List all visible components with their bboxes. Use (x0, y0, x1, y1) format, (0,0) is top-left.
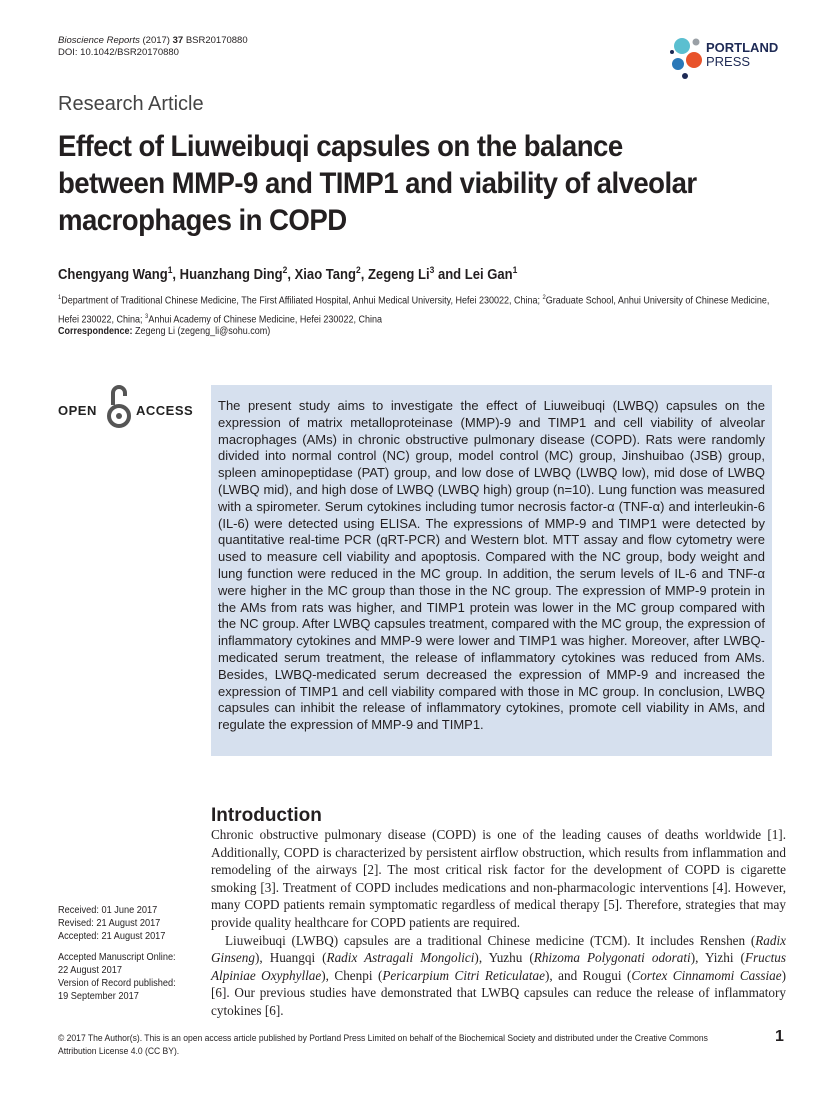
logo-dots-icon (668, 36, 708, 84)
affiliation-number: 1 (58, 294, 62, 301)
author-affiliation-mark: 3 (429, 264, 435, 275)
affiliation-text: Department of Traditional Chinese Medicine, The First Affiliated Hospital, Anhui Medical University, Hefei 230022, China; (61, 295, 543, 307)
author-name: Lei Gan (464, 266, 513, 283)
received-date: Received: 01 June 2017 (58, 905, 158, 916)
affiliation-number: 2 (542, 294, 546, 301)
volume: 37 (172, 35, 184, 46)
affiliation-number: 3 (145, 313, 149, 321)
author-affiliation-mark: 2 (355, 264, 361, 275)
author-name: Xiao Tang (294, 266, 356, 283)
page-number: 1 (775, 1028, 784, 1045)
correspondence-text: Zegeng Li (zegeng_li@sohu.com) (135, 326, 271, 337)
logo-text-press: PRESS (706, 54, 751, 69)
publication-dates (58, 904, 176, 1003)
intro-text-segment: ), Yizhi ( (690, 950, 745, 966)
vor-label: Version of Record published: (58, 978, 176, 989)
author-separator: , (172, 266, 180, 283)
article-type: Research Article (58, 93, 204, 115)
intro-text-segment: Liuweibuqi (LWBQ) capsules are a traditional Chinese medicine (TCM). It includes Renshen ( (225, 932, 756, 948)
author-name: Chengyang Wang (58, 266, 168, 283)
revised-date: Revised: 21 August 2017 (58, 918, 161, 929)
intro-text-segment: ), Huangqi ( (254, 950, 327, 966)
author-separator: and (434, 266, 465, 283)
portland-press-logo (668, 36, 793, 84)
author-list (58, 264, 517, 283)
author-affiliation-mark: 1 (512, 264, 518, 275)
am-online-label: Accepted Manuscript Online: (58, 952, 176, 963)
author-separator: , (360, 266, 368, 283)
correspondence-label: Correspondence: (58, 326, 133, 337)
open-access-left: OPEN (58, 403, 97, 418)
logo-text-portland: PORTLAND (706, 40, 779, 55)
accepted-date: Accepted: 21 August 2017 (58, 931, 166, 942)
vor-date: 19 September 2017 (58, 991, 139, 1002)
latin-name: Fructus Alpiniae Oxyphyllae (211, 950, 786, 983)
abstract-box: The present study aims to investigate the effect of Liuweibuqi (LWBQ) capsules on the expression of matrix metalloproteinase (MMP)-9 and TIMP1 and cell viability of alveolar macrophages (AMs) in chronic obstructive pulmonary disease (COPD). Rats were randomly divided into normal control (NC) group, model control (MC) group, Jinshuibao (JSB) group, spleen aminopeptidase (PAT) group, and low dose of LWBQ (LWBQ low), mid dose of LWBQ (LWBQ mid), and high dose of LWBQ (LWBQ high) group (n=10). Lung function was measured with a spirometer. Serum cytokines including tumor necrosis factor-α (TNF-α) and interleukin-6 (IL-6) were detected using ELISA. The expressions of MMP-9 and TIMP1 were detected by quantitative real-time PCR (qRT-PCR) and Western blot. MTT assay and flow cytometry were used to measure cell viability and apoptosis. Compared with the NC group, body weight and lung function were reduced in the MC group. In addition, the serum levels of IL-6 and TNF-α were higher in the MC group than those in the NC group. The expression of MMP-9 protein in the AMs from rats was higher, and TIMP1 protein was lower in the MC group compared with the NC group. After LWBQ capsules treatment, compared with the MC group, the expression of inflammatory cytokines and MMP-9 were lower and TIMP1 was higher. Moreover, after LWBQ-medicated serum treatment, the release of inflammatory cytokines was reduced from AMs. Besides, LWBQ-medicated serum decreased the expression of MMP-9 and increased the expression of TIMP1 and cell viability compared with those in MC group. In conclusion, LWBQ capsules can inhibit the release of inflammatory cytokines, promote cell viability in AMs, and regulate the expression of MMP-9 and TIMP1. (211, 385, 772, 756)
open-access-logo (58, 383, 198, 428)
introduction-body (211, 826, 786, 1020)
intro-paragraph-1: Chronic obstructive pulmonary disease (COPD) is one of the leading causes of deaths worldwide [1]. Additionally, COPD is characterized by persistent airflow obstruction, which results from inflammation and remodeling of the airways [2]. The most critical risk factor for the development of COPD is cigarette smoking [3]. Treatment of COPD includes medications and non-pharmacologic interventions [4]. However, many COPD patients remain symptomatic regardless of medical therapy [5]. Therefore, strategies that may provide quality healthcare for COPD patients are required. (211, 827, 786, 930)
am-online-date: 22 August 2017 (58, 965, 122, 976)
author-affiliation-mark: 1 (167, 264, 173, 275)
correspondence (58, 326, 270, 337)
author-separator: , (287, 266, 295, 283)
author-name: Zegeng Li (367, 266, 430, 283)
affiliation-text: Graduate School, Anhui University of Chinese Medicine, Hefei 230022, China; (58, 295, 770, 326)
intro-text-segment: ), and Rougui ( (544, 967, 632, 983)
latin-name: Cortex Cinnamomi Cassiae (631, 967, 782, 983)
latin-name: Radix Astragali Mongolici (326, 950, 475, 966)
article-title: Effect of Liuweibuqi capsules on the balance between MMP-9 and TIMP1 and viability of alveolar macrophages in COPD (58, 130, 697, 237)
author-affiliation-mark: 2 (282, 264, 288, 275)
intro-text-segment: ), Chenpi ( (321, 967, 383, 983)
doi: DOI: 10.1042/BSR20170880 (58, 46, 179, 58)
introduction-heading: Introduction (211, 805, 322, 826)
latin-name: Pericarpium Citri Reticulatae (382, 967, 545, 983)
intro-paragraph-2 (211, 932, 786, 1020)
latin-name: Radix Ginseng (211, 932, 786, 966)
journal-year: (2017) (142, 35, 170, 46)
affiliations (58, 290, 787, 329)
journal-name: Bioscience Reports (58, 35, 140, 46)
latin-name: Rhizoma Polygonati odorati (533, 950, 691, 966)
author-name: Huanzhang Ding (179, 266, 283, 283)
intro-text-segment: ), Yuzhu ( (474, 950, 534, 966)
intro-text-segment: ) [6]. Our previous studies have demonstrated that LWBQ capsules can reduce the release of inflammatory cytokines [6]. (211, 967, 786, 1018)
journal-citation (58, 35, 248, 58)
article-id: BSR20170880 (185, 35, 248, 46)
open-lock-icon (106, 383, 132, 429)
license-footer: © 2017 The Author(s). This is an open access article published by Portland Press Limited on behalf of the Biochemical Society and distributed under the Creative Commons Attribution License 4.0 (CC BY). (58, 1033, 708, 1056)
affiliation-text: Anhui Academy of Chinese Medicine, Hefei 230022, China (148, 314, 382, 326)
open-access-right: ACCESS (136, 403, 194, 418)
